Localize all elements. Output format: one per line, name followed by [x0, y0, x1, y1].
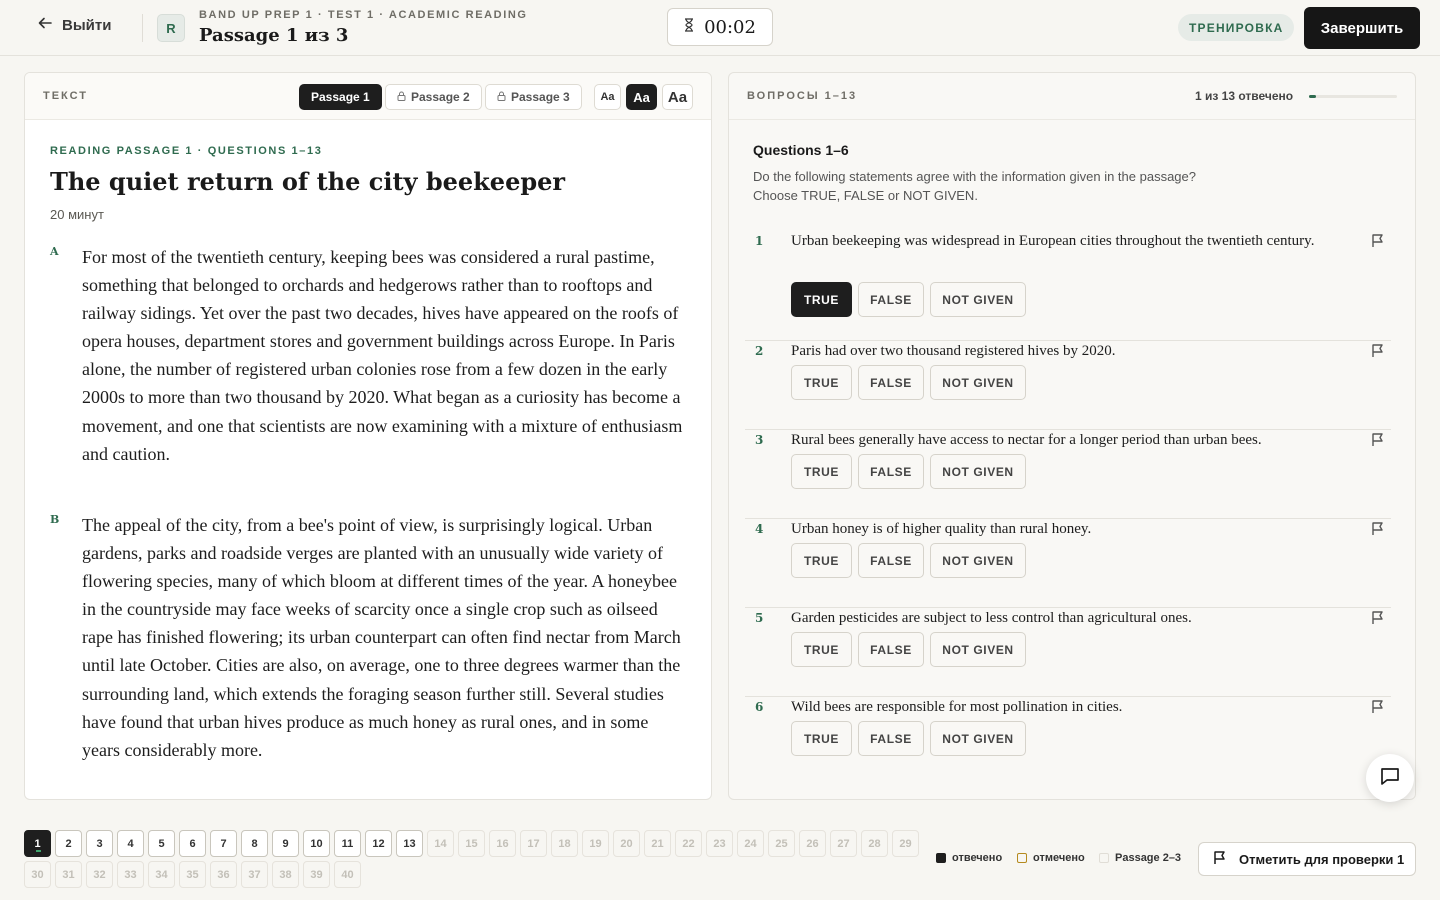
question-row: [745, 608, 1391, 697]
option-false-button[interactable]: FALSE: [858, 543, 924, 578]
nav-question-11[interactable]: 11: [334, 830, 361, 857]
nav-question-8[interactable]: 8: [241, 830, 268, 857]
font-size-small-button[interactable]: Aa: [594, 84, 621, 110]
option-true-button[interactable]: TRUE: [791, 543, 852, 578]
flag-icon[interactable]: [1371, 610, 1385, 624]
legend-swatch: [1017, 853, 1027, 863]
option-not-given-button[interactable]: NOT GIVEN: [930, 543, 1026, 578]
legend-answered: [936, 852, 1002, 864]
legend-flagged: [1017, 852, 1085, 864]
legend-swatch: [1099, 853, 1109, 863]
tab-passage-1[interactable]: [299, 84, 382, 110]
nav-question-13[interactable]: 13: [396, 830, 423, 857]
test-breadcrumb: BAND UP PREP 1 · TEST 1 · ACADEMIC READING: [199, 9, 528, 21]
timer: [667, 8, 773, 46]
exit-button[interactable]: [38, 16, 111, 35]
chat-icon: [1379, 765, 1401, 792]
header-divider: [142, 14, 143, 42]
answer-options: [791, 282, 1026, 317]
passage-panel: [24, 72, 712, 800]
nav-question-4[interactable]: 4: [117, 830, 144, 857]
flag-icon[interactable]: [1371, 432, 1385, 446]
instructions-line-1: Do the following statements agree with the information given in the passage?: [753, 169, 1196, 184]
question-row: [745, 341, 1391, 430]
paragraph-text: For most of the twentieth century, keeping bees was considered a rural pastime, something that belonged to orchards and hedgerows rather than to rooftops and railway sidings. Yet over the past two decades, hives have appeared on the roofs of opera houses, department stores and government buildings across Europe. In Paris alone, the number of registered urban colonies rose from a few dozen in the early 2000s to more than two thousand by 2020. What began as a curiosity has become a movement, and one that scientists are now examining with a mixture of enthusiasm and caution.: [82, 247, 683, 464]
paragraph-letter: A: [50, 245, 59, 258]
question-row: [745, 519, 1391, 608]
option-true-button[interactable]: TRUE: [791, 721, 852, 756]
question-number: 2: [755, 344, 764, 358]
finish-button[interactable]: Завершить: [1304, 7, 1420, 49]
nav-question-29[interactable]: 29: [892, 830, 919, 857]
nav-question-24[interactable]: 24: [737, 830, 764, 857]
instructions-line-2: Choose TRUE, FALSE or NOT GIVEN.: [753, 188, 978, 203]
nav-question-5[interactable]: 5: [148, 830, 175, 857]
passage-duration: 20 минут: [50, 207, 104, 222]
nav-question-16[interactable]: 16: [489, 830, 516, 857]
option-true-button[interactable]: TRUE: [791, 632, 852, 667]
option-true-button[interactable]: TRUE: [791, 365, 852, 400]
tab-passage-2[interactable]: [385, 84, 482, 110]
nav-question-33[interactable]: 33: [117, 861, 144, 888]
option-not-given-button[interactable]: NOT GIVEN: [930, 365, 1026, 400]
option-not-given-button[interactable]: NOT GIVEN: [930, 282, 1026, 317]
font-size-large-button[interactable]: Aa: [662, 84, 693, 110]
question-number: 4: [755, 522, 764, 536]
question-statement: Paris had over two thousand registered hives by 2020.: [791, 343, 1116, 359]
question-statement: Urban honey is of higher quality than rural honey.: [791, 521, 1092, 537]
nav-question-20[interactable]: 20: [613, 830, 640, 857]
option-true-button[interactable]: TRUE: [791, 454, 852, 489]
nav-question-19[interactable]: 19: [582, 830, 609, 857]
hourglass-icon: [684, 18, 694, 36]
option-true-button[interactable]: TRUE: [791, 282, 852, 317]
timer-value: 00:02: [704, 16, 756, 38]
legend-label: отвечено: [952, 852, 1003, 864]
answered-progress-fill: [1309, 95, 1316, 98]
option-false-button[interactable]: FALSE: [858, 365, 924, 400]
flag-icon[interactable]: [1371, 521, 1385, 535]
option-not-given-button[interactable]: NOT GIVEN: [930, 721, 1026, 756]
nav-question-26[interactable]: 26: [799, 830, 826, 857]
nav-question-37[interactable]: 37: [241, 861, 268, 888]
answer-options: [791, 543, 1026, 578]
question-statement: Urban beekeeping was widespread in European cities throughout the twentieth century.: [791, 233, 1315, 249]
chat-button[interactable]: [1366, 754, 1414, 802]
question-number: 1: [755, 234, 764, 248]
option-false-button[interactable]: FALSE: [858, 282, 924, 317]
question-statement: Garden pesticides are subject to less control than agricultural ones.: [791, 610, 1192, 626]
passage-kicker: READING PASSAGE 1 · QUESTIONS 1–13: [50, 145, 323, 157]
flag-icon[interactable]: [1371, 233, 1385, 247]
nav-question-40[interactable]: 40: [334, 861, 361, 888]
nav-question-32[interactable]: 32: [86, 861, 113, 888]
lock-icon: [397, 91, 406, 104]
nav-question-9[interactable]: 9: [272, 830, 299, 857]
avatar[interactable]: R: [157, 14, 185, 42]
option-not-given-button[interactable]: NOT GIVEN: [930, 632, 1026, 667]
flag-icon: [1213, 850, 1227, 868]
nav-question-17[interactable]: 17: [520, 830, 547, 857]
top-bar: [0, 0, 1440, 56]
exit-label: Выйти: [62, 17, 112, 34]
nav-question-35[interactable]: 35: [179, 861, 206, 888]
tab-passage-3[interactable]: [485, 84, 582, 110]
answered-count: 1 из 13 отвечено: [1195, 89, 1294, 103]
question-group-title: Questions 1–6: [753, 142, 849, 158]
passage-panel-header: [25, 73, 711, 120]
nav-question-30[interactable]: 30: [24, 861, 51, 888]
nav-question-14[interactable]: 14: [427, 830, 454, 857]
option-false-button[interactable]: FALSE: [858, 454, 924, 489]
tab-passage-1-label: Passage 1: [311, 90, 370, 104]
nav-question-18[interactable]: 18: [551, 830, 578, 857]
question-statement: Rural bees generally have access to nectar for a longer period than urban bees.: [791, 432, 1262, 448]
question-number: 3: [755, 433, 764, 447]
legend-swatch: [936, 853, 946, 863]
questions-panel-header: [729, 73, 1415, 120]
passage-title: The quiet return of the city beekeeper: [50, 167, 566, 196]
nav-question-3[interactable]: 3: [86, 830, 113, 857]
question-number: 5: [755, 611, 764, 625]
nav-question-27[interactable]: 27: [830, 830, 857, 857]
nav-question-15[interactable]: 15: [458, 830, 485, 857]
answer-options: [791, 721, 1026, 756]
mode-badge: ТРЕНИРОВКА: [1178, 14, 1294, 41]
option-false-button[interactable]: FALSE: [858, 721, 924, 756]
answer-options: [791, 454, 1026, 489]
passage-panel-label: ТЕКСТ: [43, 90, 89, 102]
questions-panel: [728, 72, 1416, 800]
legend-label: Passage 2–3: [1115, 852, 1182, 864]
nav-question-7[interactable]: 7: [210, 830, 237, 857]
nav-question-34[interactable]: 34: [148, 861, 175, 888]
lock-icon: [497, 91, 506, 104]
tab-passage-3-label: Passage 3: [511, 90, 570, 104]
nav-question-28[interactable]: 28: [861, 830, 888, 857]
nav-question-10[interactable]: 10: [303, 830, 330, 857]
answer-options: [791, 365, 1026, 400]
question-instructions: [753, 167, 1196, 205]
option-false-button[interactable]: FALSE: [858, 632, 924, 667]
paragraph-a: [50, 243, 690, 468]
page-title: Passage 1 из 3: [199, 25, 349, 46]
paragraph-b: [50, 511, 690, 764]
nav-question-36[interactable]: 36: [210, 861, 237, 888]
nav-question-6[interactable]: 6: [179, 830, 206, 857]
nav-question-1[interactable]: 1: [24, 830, 51, 857]
mark-for-review-label: Отметить для проверки 1: [1239, 851, 1405, 867]
legend-locked: [1099, 852, 1181, 864]
arrow-left-icon: [38, 16, 52, 35]
nav-question-23[interactable]: 23: [706, 830, 733, 857]
tab-passage-2-label: Passage 2: [411, 90, 470, 104]
flag-icon[interactable]: [1371, 699, 1385, 713]
paragraph-letter: B: [50, 513, 60, 526]
question-statement: Wild bees are responsible for most pollination in cities.: [791, 699, 1123, 715]
nav-question-22[interactable]: 22: [675, 830, 702, 857]
question-row: [745, 231, 1391, 341]
nav-question-25[interactable]: 25: [768, 830, 795, 857]
nav-question-2[interactable]: 2: [55, 830, 82, 857]
nav-question-38[interactable]: 38: [272, 861, 299, 888]
flag-icon[interactable]: [1371, 343, 1385, 357]
question-number: 6: [755, 700, 764, 714]
option-not-given-button[interactable]: NOT GIVEN: [930, 454, 1026, 489]
font-size-medium-button[interactable]: Aa: [626, 84, 657, 110]
question-row: [745, 430, 1391, 519]
nav-question-39[interactable]: 39: [303, 861, 330, 888]
question-row: [745, 697, 1391, 786]
nav-question-12[interactable]: 12: [365, 830, 392, 857]
paragraph-text: The appeal of the city, from a bee's point of view, is surprisingly logical. Urban gardens, parks and roadside verges are planted with an unusually wide variety of flowering species, many of which bloom at different times of the year. A honeybee in the countryside may face weeks of scarcity once a single crop such as oilseed rape has finished flowering; its urban counterpart can often find nectar from March until late October. Cities are also, on average, one to three degrees warmer than the surrounding land, which extends the foraging season further still. Several studies have found that urban hives produce as much honey as rural ones, and in some years considerably more.: [82, 515, 681, 760]
questions-panel-label: ВОПРОСЫ 1–13: [747, 90, 858, 102]
mark-for-review-button[interactable]: [1198, 842, 1416, 876]
legend-label: отмечено: [1033, 852, 1085, 864]
answer-options: [791, 632, 1026, 667]
nav-question-31[interactable]: 31: [55, 861, 82, 888]
answered-progress-bar: [1309, 95, 1397, 98]
nav-question-21[interactable]: 21: [644, 830, 671, 857]
